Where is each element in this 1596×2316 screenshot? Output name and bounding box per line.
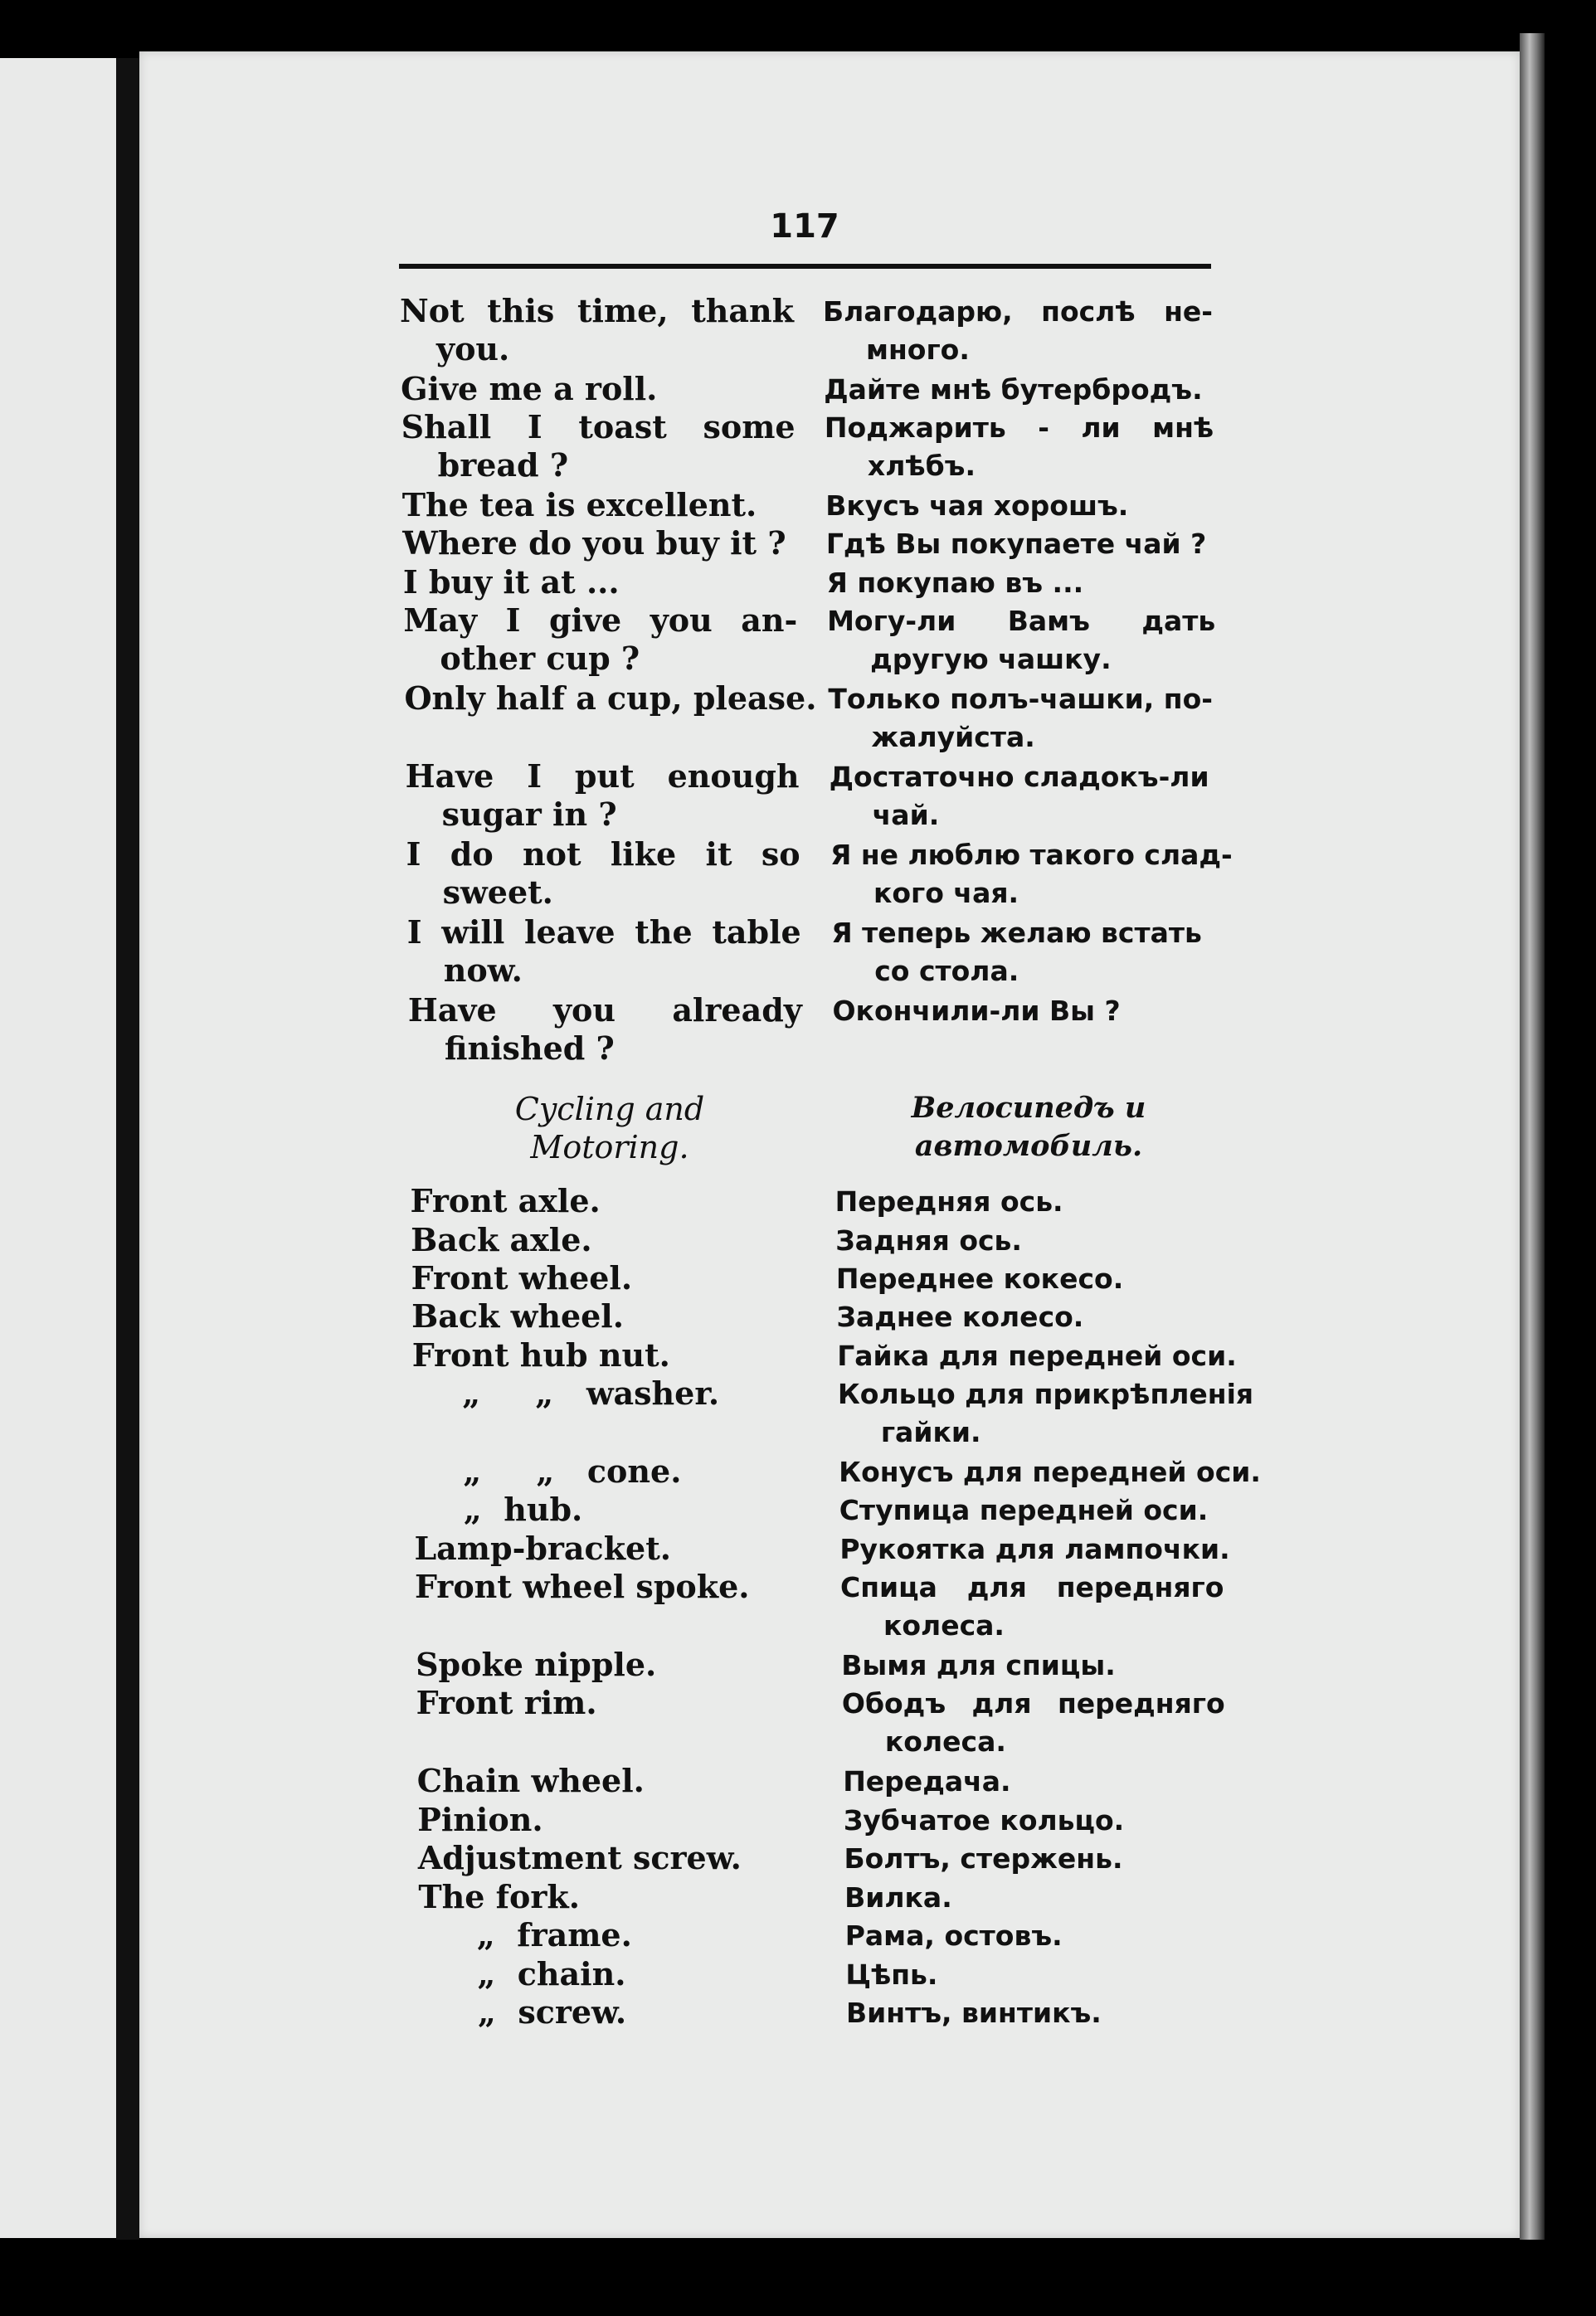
- english-phrase: sweet.: [442, 873, 553, 911]
- russian-translation: со стола.: [874, 955, 1019, 987]
- english-phrase: Give me a roll.: [401, 370, 658, 407]
- english-phrase: The fork.: [418, 1878, 580, 1915]
- english-phrase: Spoke nipple.: [416, 1646, 657, 1683]
- russian-translation: Дайте мнѣ бутербродъ.: [824, 373, 1203, 406]
- russian-translation: гайки.: [880, 1416, 981, 1448]
- russian-translation: Вилка.: [844, 1881, 952, 1914]
- english-phrase: Pinion.: [417, 1801, 543, 1838]
- russian-translation: Я не люблю такого слад-: [830, 839, 1233, 871]
- russian-translation: Винтъ, винтикъ.: [846, 1997, 1102, 2029]
- english-phrase: other cup ?: [440, 640, 640, 677]
- english-phrase: Front axle.: [410, 1182, 601, 1219]
- russian-translation: Болтъ, стержень.: [844, 1842, 1123, 1875]
- english-phrase: I do not like it so: [406, 835, 800, 873]
- english-phrase: May I give you an-: [403, 601, 798, 639]
- section-heading-russian: автомобиль.: [914, 1129, 1143, 1163]
- russian-translation: Рукоятка для лампочки.: [839, 1533, 1230, 1565]
- english-phrase: Back axle.: [411, 1221, 592, 1258]
- english-phrase: Adjustment screw.: [417, 1839, 742, 1876]
- russian-translation: Ободъ для передняго: [841, 1687, 1225, 1720]
- russian-translation: Зубчатое кольцо.: [843, 1804, 1125, 1837]
- russian-translation: Вымя для спицы.: [841, 1649, 1116, 1681]
- russian-translation: Переднее кокесо.: [835, 1263, 1124, 1295]
- russian-translation: Рама, остовъ.: [844, 1919, 1063, 1952]
- russian-translation: Я покупаю въ ...: [826, 567, 1084, 599]
- russian-translation: много.: [866, 333, 970, 366]
- russian-translation: Передняя ось.: [834, 1185, 1063, 1218]
- section-heading-russian: Велосипедъ и: [911, 1091, 1146, 1125]
- russian-translation: Заднее колесо.: [836, 1301, 1084, 1333]
- english-phrase: Have I put enough: [405, 757, 800, 795]
- english-phrase: Back wheel.: [411, 1297, 624, 1335]
- page-stack-edge: [1520, 33, 1545, 2240]
- russian-translation: колеса.: [884, 1725, 1006, 1758]
- russian-translation: Кольцо для прикрѣпленія: [837, 1378, 1254, 1410]
- russian-translation: колеса.: [883, 1609, 1005, 1642]
- english-phrase: Lamp-bracket.: [414, 1530, 671, 1567]
- russian-translation: Конусъ для передней оси.: [839, 1456, 1261, 1488]
- russian-translation: Ступица передней оси.: [839, 1494, 1209, 1526]
- english-phrase: bread ?: [437, 446, 569, 484]
- book-gutter: [116, 58, 139, 2240]
- english-phrase: „ chain.: [477, 1955, 626, 1992]
- header-rule: [399, 264, 1211, 269]
- english-phrase: Front wheel spoke.: [414, 1568, 750, 1605]
- russian-translation: Задняя ось.: [835, 1224, 1022, 1257]
- english-phrase: I will leave the table: [406, 913, 801, 951]
- english-phrase: „ frame.: [476, 1916, 632, 1954]
- section-heading-english: Cycling and: [514, 1091, 705, 1127]
- russian-translation: Я теперь желаю встать: [831, 917, 1202, 949]
- english-phrase: Have you already: [407, 991, 802, 1029]
- english-phrase: finished ?: [444, 1029, 615, 1067]
- english-phrase: Chain wheel.: [416, 1762, 645, 1799]
- english-phrase: „ screw.: [478, 1993, 627, 2031]
- russian-translation: другую чашку.: [870, 643, 1112, 675]
- russian-translation: Гдѣ Вы покупаете чай ?: [825, 528, 1207, 560]
- page-number: 117: [770, 207, 839, 246]
- russian-translation: Только полъ-чашки, по-: [828, 683, 1213, 715]
- english-phrase: Where do you buy it ?: [402, 524, 786, 562]
- russian-translation: Поджарить - ли мнѣ: [824, 411, 1214, 444]
- english-phrase: Front rim.: [416, 1684, 597, 1721]
- english-phrase: I buy it at ...: [402, 563, 620, 601]
- russian-translation: жалуйста.: [871, 721, 1035, 753]
- russian-translation: хлѣбъ.: [867, 450, 976, 482]
- russian-translation: кого чая.: [873, 877, 1019, 909]
- russian-translation: Благодарю, послѣ не-: [823, 295, 1213, 328]
- english-phrase: sugar in ?: [441, 796, 617, 833]
- section-heading-english: Motoring.: [530, 1129, 689, 1165]
- english-phrase: Shall I toast some: [401, 408, 796, 445]
- russian-translation: Окончили-ли Вы ?: [832, 995, 1121, 1027]
- russian-translation: Могу-ли Вамъ дать: [827, 605, 1216, 637]
- russian-translation: чай.: [872, 799, 940, 831]
- english-phrase: „ „ cone.: [463, 1452, 682, 1490]
- english-phrase: Only half a cup, please.: [404, 679, 817, 717]
- facing-page-edge: [0, 58, 124, 2238]
- russian-translation: Передача.: [843, 1765, 1011, 1798]
- russian-translation: Спица для передняго: [839, 1571, 1224, 1603]
- english-phrase: Not this time, thank: [400, 292, 794, 329]
- english-phrase: Front wheel.: [411, 1259, 633, 1297]
- russian-translation: Гайка для передней оси.: [837, 1340, 1237, 1372]
- english-phrase: The tea is excellent.: [401, 486, 757, 523]
- english-phrase: „ „ washer.: [462, 1375, 720, 1412]
- english-phrase: Front hub nut.: [411, 1336, 670, 1374]
- russian-translation: Цѣпь.: [845, 1958, 938, 1991]
- english-phrase: you.: [436, 330, 510, 367]
- english-phrase: „ hub.: [463, 1491, 583, 1528]
- english-phrase: now.: [443, 951, 523, 989]
- russian-translation: Достаточно сладокъ-ли: [829, 761, 1209, 793]
- russian-translation: Вкусъ чая хорошъ.: [825, 489, 1129, 522]
